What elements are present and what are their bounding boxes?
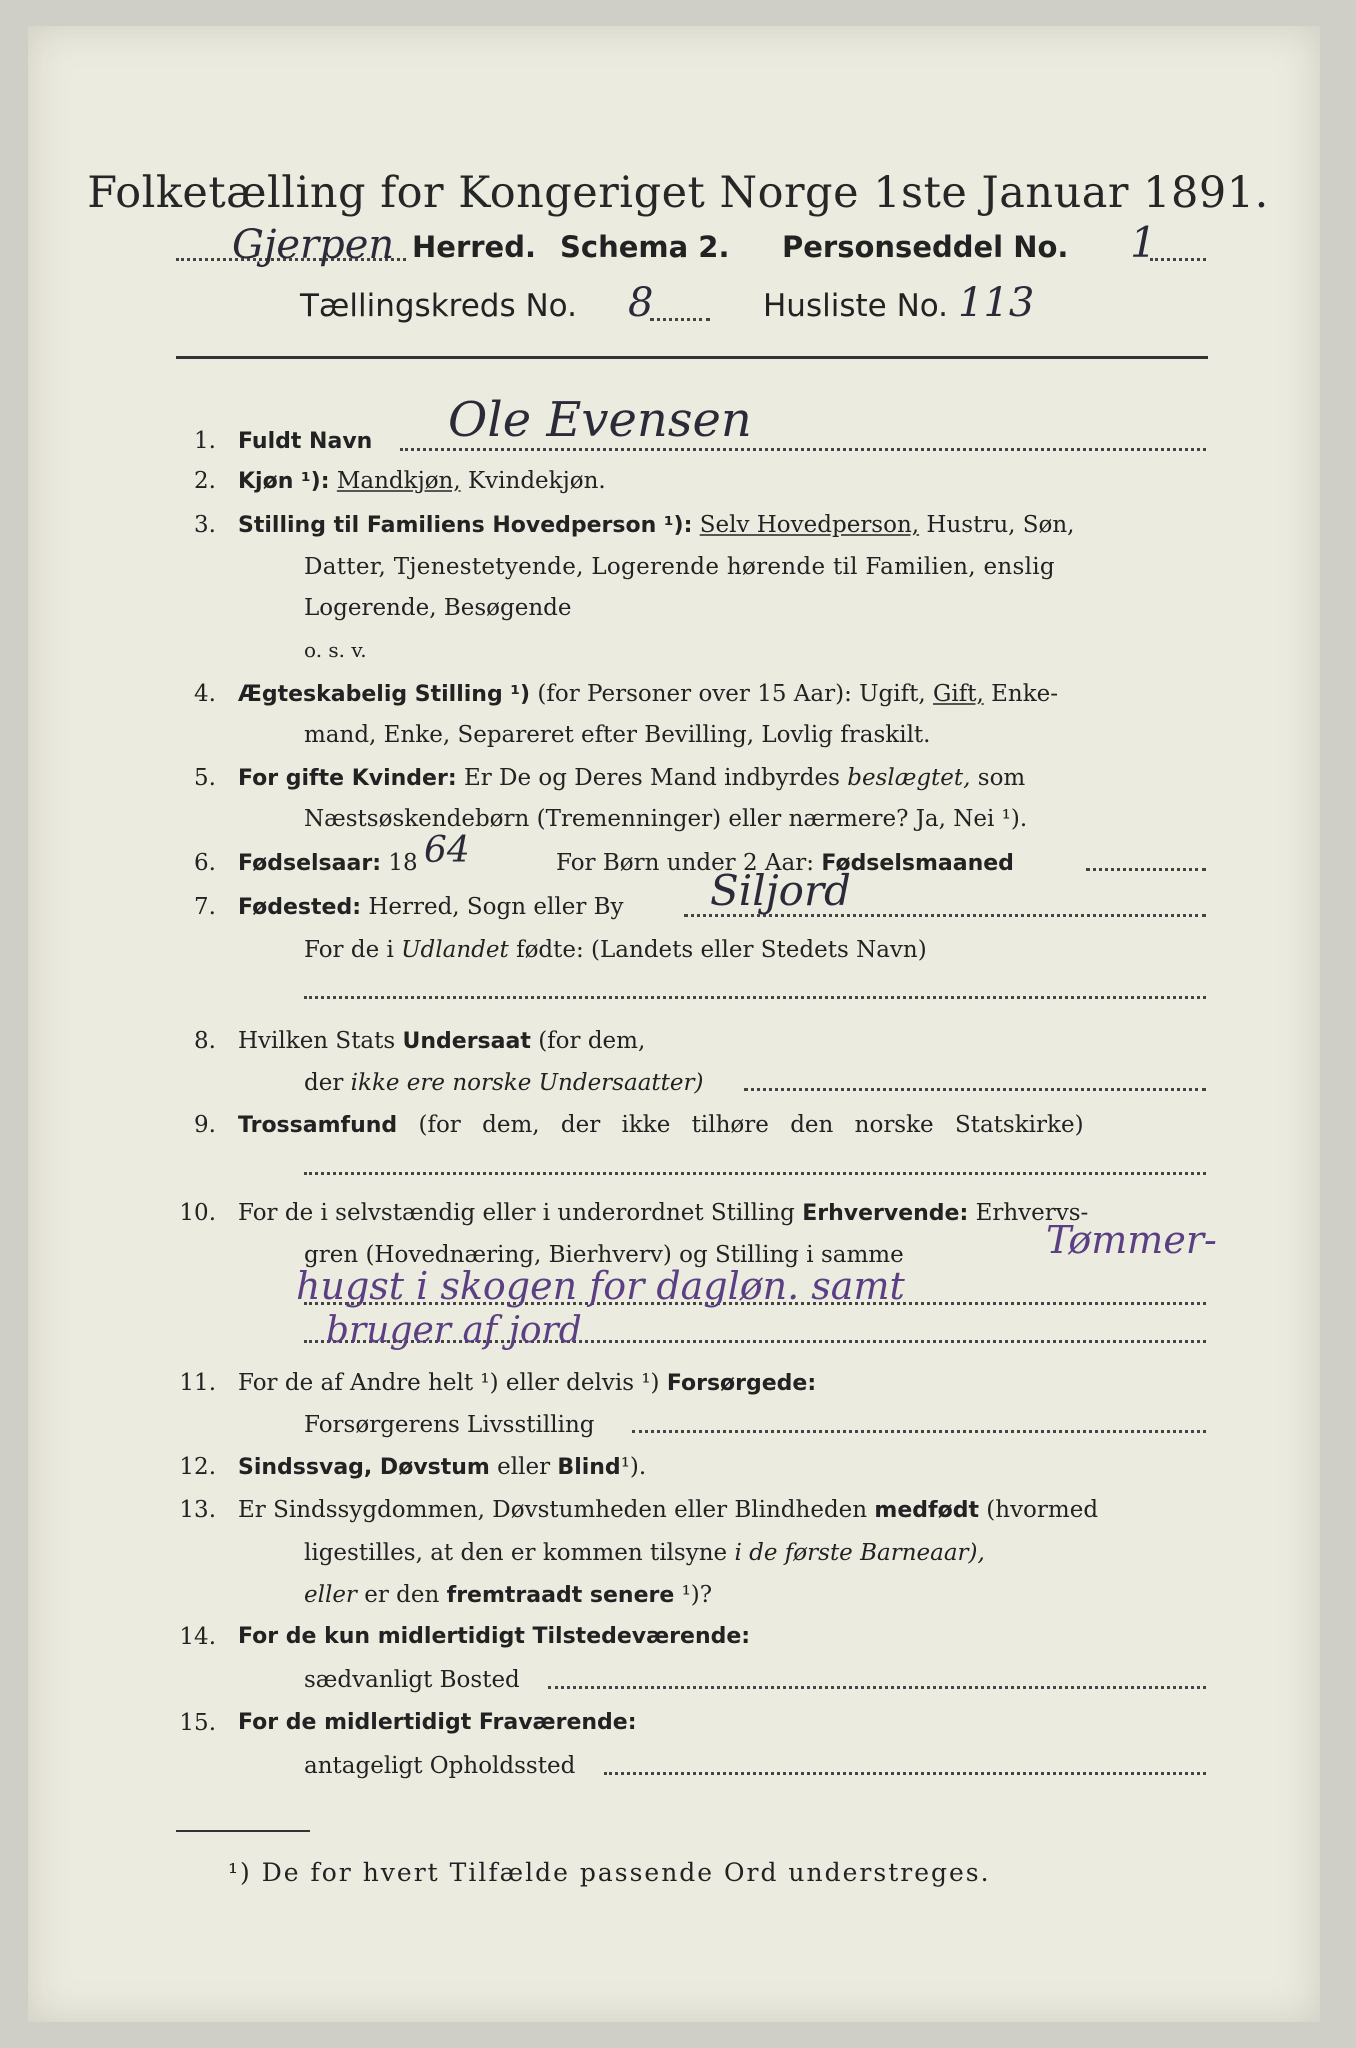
q10-text: For de i selvstændig eller i underordnet Stilling xyxy=(238,1200,795,1226)
q6-number: 6. xyxy=(194,850,216,876)
q7-birthplace-value: Siljord xyxy=(710,866,851,915)
q11-line1 xyxy=(238,1370,816,1396)
q3-options: Hustru, Søn, xyxy=(926,512,1075,538)
q12-line xyxy=(238,1454,646,1480)
q10-occupation-value-3: bruger af jord xyxy=(326,1310,582,1351)
q13-line3 xyxy=(304,1582,712,1608)
q11-text: For de af Andre helt ¹) eller delvis ¹) xyxy=(238,1370,660,1396)
q9-text: (for dem, der ikke tilhøre den norske Statskirke) xyxy=(418,1112,1084,1138)
q13-line2-italic: i de første Barneaar), xyxy=(734,1540,985,1566)
q8-dotline xyxy=(744,1088,1206,1091)
q10-line1 xyxy=(238,1200,1088,1226)
form-title: Folketælling for Kongeriget Norge 1ste Januar 1891. xyxy=(87,168,1269,218)
kreds-value: 8 xyxy=(628,280,654,326)
q9-label: Trossamfund xyxy=(238,1113,398,1138)
q7-line2-end: fødte: (Landets eller Stedets Navn) xyxy=(516,937,927,963)
q10-occupation-value-2: hugst i skogen for dagløn. samt xyxy=(296,1264,905,1308)
q4-text-end: Enke- xyxy=(991,681,1059,707)
q3-line2: Datter, Tjenestetyende, Logerende hørende til Familien, enslig xyxy=(304,554,1055,580)
q7-label: Fødested: xyxy=(238,895,361,920)
q10-line2: gren (Hovednæring, Bierhverv) og Stilling i samme xyxy=(304,1242,904,1268)
q5-label: For gifte Kvinder: xyxy=(238,766,457,791)
q4-text: (for Personer over 15 Aar): Ugift, xyxy=(537,681,926,707)
q4-line2: mand, Enke, Separeret efter Bevilling, Lovlig fraskilt. xyxy=(304,722,931,748)
q5-text-end: som xyxy=(977,765,1026,791)
q7-line2-italic: Udlandet xyxy=(401,937,509,963)
q9-dotline xyxy=(304,1172,1206,1175)
q8-label: Undersaat xyxy=(402,1029,531,1054)
q13-line3-end: ¹)? xyxy=(681,1582,713,1608)
q11-line2: Forsørgerens Livsstilling xyxy=(304,1412,595,1438)
herred-value: Gjerpen xyxy=(232,222,395,268)
q7-dotline2 xyxy=(304,996,1206,999)
q4-selected: Gift, xyxy=(933,681,984,707)
q12-label2: Blind xyxy=(557,1455,621,1480)
q12-label: Sindssvag, Døvstum xyxy=(238,1455,490,1480)
q13-label: medfødt xyxy=(874,1498,979,1523)
q4-line1 xyxy=(238,681,1058,707)
q1-name-value: Ole Evensen xyxy=(448,392,752,448)
q3-number: 3. xyxy=(194,512,216,538)
q1-label: Fuldt Navn xyxy=(238,429,373,454)
q8-line2-italic: ikke ere norske Undersaatter) xyxy=(350,1070,704,1096)
q1-dotline xyxy=(400,448,1206,451)
q3-line1 xyxy=(238,512,1074,538)
q8-line2 xyxy=(304,1070,703,1096)
q10-text-end: Erhvervs- xyxy=(975,1200,1089,1226)
q6-year-value: 64 xyxy=(424,830,470,871)
q3-label: Stilling til Familiens Hovedperson ¹): xyxy=(238,513,693,538)
q5-text-italic: beslægtet, xyxy=(847,765,971,791)
q13-line2-text: ligestilles, at den er kommen tilsyne xyxy=(304,1540,728,1566)
q7-line1 xyxy=(238,894,624,920)
q2-line xyxy=(238,468,606,494)
q15-number: 15. xyxy=(179,1710,216,1736)
q7-line2-text: For de i xyxy=(304,937,394,963)
q2-number: 2. xyxy=(194,468,216,494)
q10-occupation-value-1: Tømmer- xyxy=(1046,1218,1217,1262)
q10-number: 10. xyxy=(179,1200,216,1226)
q2-option-male: Mandkjøn, xyxy=(336,468,461,494)
q8-line1 xyxy=(238,1028,645,1054)
q14-dotline xyxy=(548,1686,1206,1689)
q3-line3: Logerende, Besøgende xyxy=(304,595,572,621)
herred-label: Herred. xyxy=(412,230,536,264)
kreds-label: Tællingskreds No. xyxy=(300,288,577,324)
q13-text: Er Sindssygdommen, Døvstumheden eller Blindheden xyxy=(238,1497,868,1523)
q5-text: Er De og Deres Mand indbyrdes xyxy=(463,765,840,791)
q6-line xyxy=(238,850,418,876)
q6-label2: Fødselsmaaned xyxy=(821,851,1014,876)
q9-line xyxy=(238,1112,1084,1138)
personseddel-label: Personseddel No. xyxy=(782,230,1069,264)
q14-number: 14. xyxy=(179,1624,216,1650)
q5-number: 5. xyxy=(194,765,216,791)
q15-line2: antageligt Opholdssted xyxy=(304,1753,576,1779)
q15-dotline xyxy=(604,1772,1206,1775)
q13-number: 13. xyxy=(179,1497,216,1523)
q7-number: 7. xyxy=(194,894,216,920)
q14-label: For de kun midlertidigt Tilstedeværende: xyxy=(238,1624,751,1649)
q3-selected: Selv Hovedperson, xyxy=(699,512,920,538)
q5-line2: Næstsøskendebørn (Tremenninger) eller nærmere? Ja, Nei ¹). xyxy=(304,806,1028,832)
q13-line3-label: fremtraadt senere xyxy=(446,1583,675,1608)
personseddel-dotline xyxy=(1150,258,1206,261)
schema-label: Schema 2. xyxy=(560,230,730,264)
q2-option-female: Kvindekjøn. xyxy=(467,468,606,494)
q6-label: Fødselsaar: xyxy=(238,851,381,876)
personseddel-value: 1 xyxy=(1130,218,1157,267)
q6-text: For Børn under 2 Aar: xyxy=(556,850,814,876)
q8-number: 8. xyxy=(194,1028,216,1054)
husliste-value: 113 xyxy=(958,280,1035,326)
q2-label: Kjøn ¹): xyxy=(238,469,330,494)
q13-line2 xyxy=(304,1540,985,1566)
q12-number: 12. xyxy=(179,1454,216,1480)
q12-text: eller xyxy=(497,1454,551,1480)
q10-label: Erhvervende: xyxy=(802,1201,969,1226)
q13-line3-italic: eller xyxy=(304,1582,357,1608)
q3-line4: o. s. v. xyxy=(304,638,367,662)
q13-line3-text: er den xyxy=(364,1582,440,1608)
census-form-page xyxy=(28,26,1320,2022)
q12-tail: ¹). xyxy=(620,1454,647,1480)
q5-line1 xyxy=(238,765,1025,791)
q13-line1 xyxy=(238,1497,1098,1523)
q13-text-end: (hvormed xyxy=(986,1497,1099,1523)
q11-number: 11. xyxy=(179,1370,216,1396)
footnote-rule xyxy=(176,1830,310,1832)
q7-line2 xyxy=(304,937,927,963)
q8-text-end: (for dem, xyxy=(538,1028,646,1054)
husliste-label: Husliste No. xyxy=(763,288,949,324)
q9-number: 9. xyxy=(194,1112,216,1138)
q6-dotline xyxy=(1086,868,1206,871)
kreds-dotline xyxy=(650,318,710,321)
q14-line2: sædvanligt Bosted xyxy=(304,1667,520,1693)
q6-prefix: 18 xyxy=(388,850,418,876)
q1-number: 1. xyxy=(194,428,216,454)
footnote: ¹) De for hvert Tilfælde passende Ord understreges. xyxy=(228,1858,991,1887)
header-rule xyxy=(176,356,1208,359)
q8-text: Hvilken Stats xyxy=(238,1028,396,1054)
q4-number: 4. xyxy=(194,681,216,707)
q7-text: Herred, Sogn eller By xyxy=(368,894,624,920)
q8-line2-text: der xyxy=(304,1070,344,1096)
q4-label: Ægteskabelig Stilling ¹) xyxy=(238,682,531,707)
q15-label: For de midlertidigt Fraværende: xyxy=(238,1710,637,1735)
q11-dotline xyxy=(632,1430,1206,1433)
q11-label: Forsørgede: xyxy=(666,1371,817,1396)
